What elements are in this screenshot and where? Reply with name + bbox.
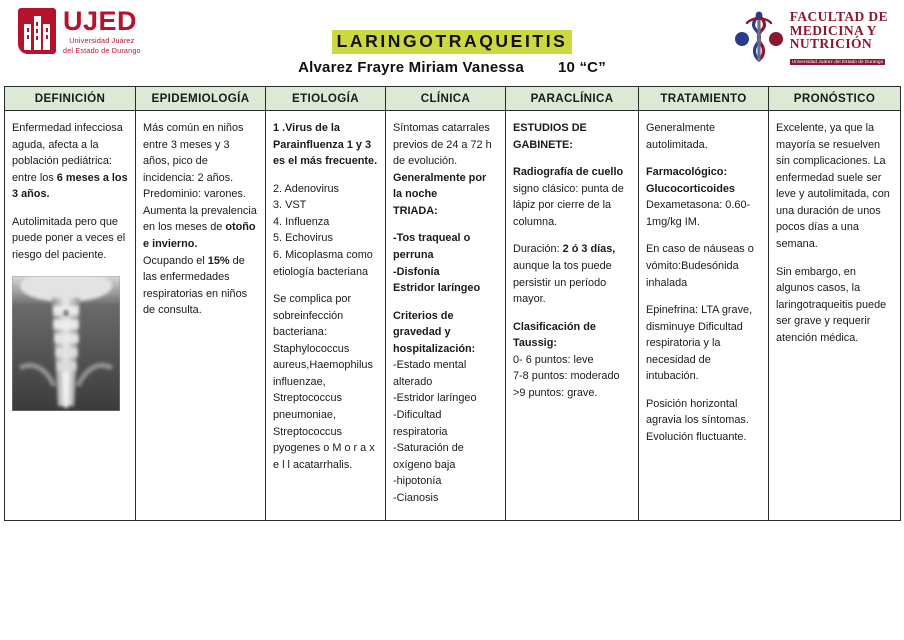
- epidemiologia-text-b: Ocupando el: [143, 254, 208, 267]
- clinica-criteria-item-1: -Estado mental alterado: [393, 359, 467, 388]
- clinica-criteria-title: [393, 308, 498, 358]
- tratamiento-pharmacologic-label: Farmacológico:: [646, 166, 728, 179]
- author-name: Alvarez Frayre Miriam Vanessa: [298, 59, 525, 76]
- etiologia-item-2: 2. Adenovirus: [273, 182, 339, 195]
- clinica-triad-item-1-text: -Tos traqueal o perruna: [393, 232, 471, 261]
- cell-tratamiento: [639, 111, 769, 521]
- epidemiologia-percentage: 15%: [207, 254, 230, 267]
- epidemiologia-season: otoño e invierno.: [143, 221, 256, 250]
- clinica-triad-title: [393, 203, 498, 220]
- paraclinica-duration: [513, 241, 631, 307]
- clinica-criteria-title-text: Criterios de gravedad y hospitalización:: [393, 309, 476, 355]
- document-header: [0, 0, 904, 86]
- clinica-triad-item-3-text: Estridor laríngeo: [393, 282, 481, 295]
- tratamiento-position-note: Posición horizontal agravia los síntomas. Evolución fluctuante.: [646, 397, 749, 443]
- cell-pronostico: [769, 111, 901, 521]
- cell-paraclinica: [506, 111, 639, 521]
- paraclinica-duration-label: Duración:: [513, 243, 563, 256]
- caduceus-icon: [733, 11, 785, 65]
- cell-clinica: [386, 111, 506, 521]
- paraclinica-studies-title: [513, 120, 631, 153]
- column-header-pronostico: PRONÓSTICO: [769, 87, 901, 111]
- paraclinica-taussig-title-text: Clasificación de Taussig:: [513, 320, 596, 350]
- tratamiento-budesonide-note: En caso de náuseas o vómito:Budesónida inhalada: [646, 243, 754, 289]
- clinica-criteria-item-5: -hipotonía: [393, 475, 442, 488]
- tratamiento-drug-class: Glucocorticoides: [646, 182, 735, 195]
- paraclinica-duration-value: 2 ó 3 días,: [562, 243, 616, 256]
- facultad-subtitle: Universidad Juárez del Estado de Durango: [791, 58, 884, 64]
- column-header-etiologia: ETIOLOGÍA: [266, 87, 386, 111]
- epidemiologia-text-c: de las enfermedades respiratorias en niños de consulta.: [143, 254, 248, 317]
- column-header-clinica: CLÍNICA: [386, 87, 506, 111]
- etiologia-item-1-text: 1 .Virus de la Parainfluenza 1 y 3 es el más frecuente.: [273, 122, 378, 168]
- epidemiologia-paragraph-1: [143, 120, 258, 253]
- column-header-epidemiologia: EPIDEMIOLOGÍA: [136, 87, 266, 111]
- clinica-triad-item-2: [393, 264, 498, 281]
- paraclinica-radiography: [513, 164, 631, 230]
- cell-definicion: [5, 111, 136, 521]
- tratamiento-dexamethasone-dose: Dexametasona: 0.60-1mg/kg IM.: [646, 199, 751, 228]
- paraclinica-radiography-label: Radiografía de cuello: [513, 166, 624, 179]
- paraclinica-radiography-text: signo clásico: punta de lápiz por cierre de la columna.: [513, 182, 624, 228]
- tratamiento-pharmacologic: [646, 164, 761, 230]
- paraclinica-duration-note: aunque la tos puede persistir un período mayor.: [513, 259, 612, 306]
- paraclinica-taussig-moderate: 7-8 puntos: moderado: [513, 370, 620, 383]
- column-header-tratamiento: TRATAMIENTO: [639, 87, 769, 111]
- ujed-wordmark: UJED: [63, 6, 138, 37]
- etiologia-item-4: 4. Influenza: [273, 215, 330, 228]
- clinica-triad-item-3: [393, 280, 498, 297]
- epidemiologia-paragraph-2: [143, 253, 258, 319]
- pronostico-paragraph-1: Excelente, ya que la mayoría se resuelven sin complicaciones. La enfermedad suele ser leve y autolimitada, con una duración de unos pocos días a una semana.: [776, 122, 890, 250]
- clinica-criteria-item-3: -Dificultad respiratoria: [393, 409, 448, 438]
- group-label: 10 “C”: [558, 59, 606, 76]
- page-title: LARINGOTRAQUEITIS: [332, 30, 573, 54]
- definicion-age-range: 6 meses a los 3 años.: [12, 171, 128, 201]
- clinica-criteria-item-4: -Saturación de oxígeno baja: [393, 442, 464, 471]
- cell-etiologia: [266, 111, 386, 521]
- tratamiento-selflimited-text: Generalmente autolimitada.: [646, 122, 716, 151]
- neck-xray-image: [12, 276, 120, 411]
- definicion-text-b: entre los: [12, 171, 57, 184]
- definicion-paragraph-1: [12, 120, 128, 203]
- table-row: [5, 111, 901, 521]
- column-header-paraclinica: PARACLÍNICA: [506, 87, 639, 111]
- clinica-prodrome-text: Síntomas catarrales previos de 24 a 72 h de evolución.: [393, 122, 492, 168]
- clinica-criteria-item-2: -Estridor laríngeo: [393, 392, 477, 405]
- clinica-night-note-text: Generalmente por la noche: [393, 171, 487, 201]
- tratamiento-epinephrine-note: Epinefrina: LTA grave, disminuye Dificultad respiratoria y la necesidad de intubación.: [646, 304, 753, 383]
- etiologia-complication-text: Se complica por sobreinfección bacteriana: Staphylococcus aureus,Haemophilus influenzae, Streptococcus pneumoniae, Streptococcus pyogenes o M o r a x e l l acatarrhalis.: [273, 293, 375, 471]
- paraclinica-taussig-severe: >9 puntos: grave.: [513, 386, 598, 399]
- clinica-criteria-item-6: -Cianosis: [393, 491, 439, 504]
- facultad-logo: [733, 10, 888, 67]
- clinica-triad-title-text: TRIADA:: [393, 204, 438, 217]
- etiologia-item-6: 6. Micoplasma como etiología bacteriana: [273, 248, 373, 278]
- clinica-night-note: [393, 170, 498, 203]
- facultad-line-2: MEDICINA Y: [789, 22, 877, 38]
- etiologia-item-1: [273, 120, 378, 170]
- column-header-definicion: DEFINICIÓN: [5, 87, 136, 111]
- ujed-subtitle-line1: Universidad Juárez: [69, 36, 135, 46]
- pronostico-paragraph-2: Sin embargo, en algunos casos, la laringotraqueitis puede ser grave y requerir atención médica.: [776, 265, 887, 344]
- paraclinica-studies-title-text: ESTUDIOS DE GABINETE:: [513, 122, 587, 151]
- clinica-triad-item-1: [393, 230, 498, 263]
- paraclinica-taussig-title: [513, 319, 631, 352]
- paraclinica-taussig-mild: 0- 6 puntos: leve: [513, 353, 594, 366]
- etiologia-item-3: 3. VST: [273, 199, 307, 212]
- facultad-line-1: FACULTAD DE: [789, 9, 888, 24]
- epidemiologia-text-a: Más común en niños entre 3 meses y 3 años, pico de incidencia: 2 años. Predominio: varones. Aumenta la prevalencia en los meses de: [143, 122, 257, 234]
- etiologia-item-5: 5. Echovirus: [273, 232, 333, 245]
- ujed-subtitle-line2: del Estado de Durango: [63, 45, 141, 55]
- clinica-triad-item-2-text: -Disfonía: [393, 265, 440, 278]
- facultad-line-3: NUTRICIÓN: [789, 36, 873, 51]
- content-table: [4, 86, 901, 521]
- cell-epidemiologia: [136, 111, 266, 521]
- table-header-row: [5, 87, 901, 111]
- definicion-paragraph-2: Autolimitada pero que puede poner a veces el riesgo del paciente.: [12, 215, 126, 261]
- definicion-text-a: Enfermedad infecciosa aguda, afecta a la población pediátrica:: [12, 122, 123, 168]
